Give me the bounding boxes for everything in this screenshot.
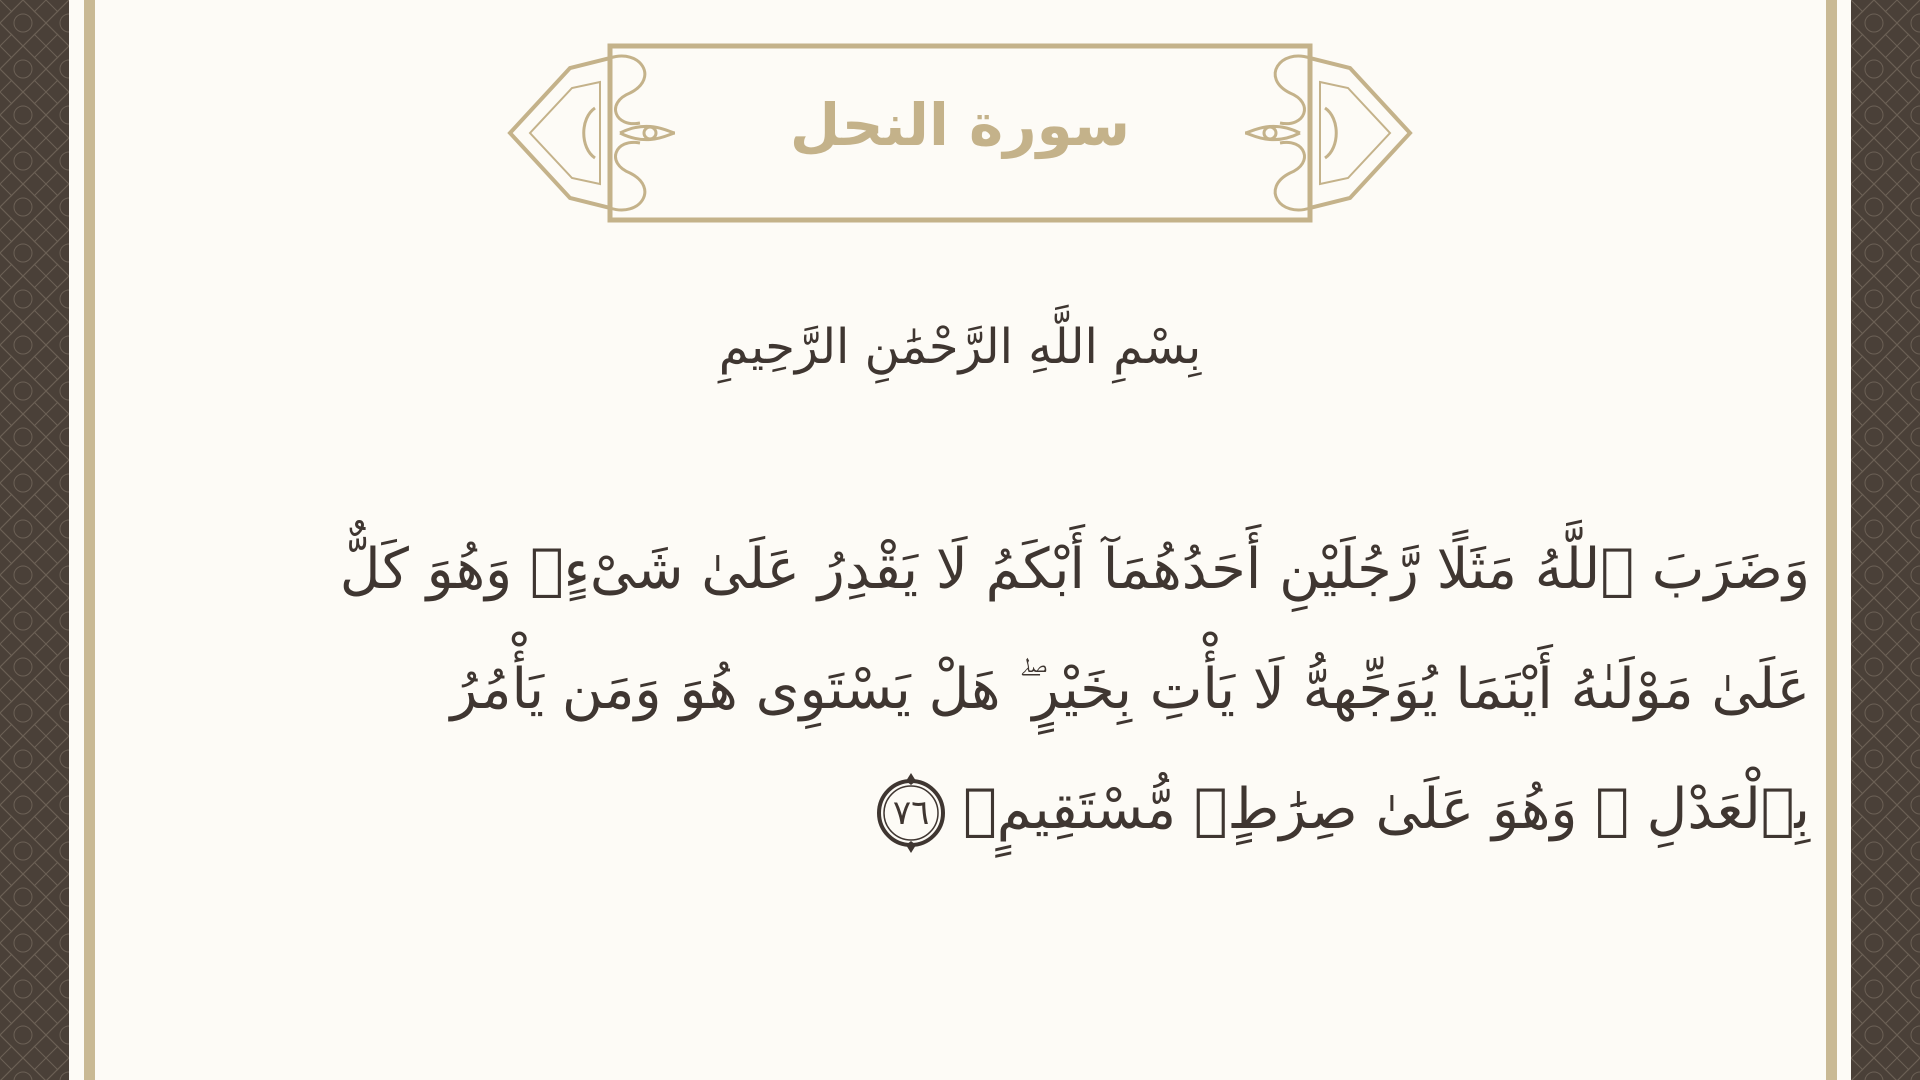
verse-line-3: [170, 750, 1810, 870]
gold-rule-right: [1826, 0, 1837, 1080]
ayah-number: ٧٦: [892, 792, 930, 833]
right-ornamental-border: [1851, 0, 1920, 1080]
verse-line-1: وَضَرَبَ ٱللَّهُ مَثَلًا رَّجُلَيْنِ أَحَدُهُمَآ أَبْكَمُ لَا يَقْدِرُ عَلَىٰ شَىْءٍۢ وَهُوَ كَلٌّ: [339, 537, 1810, 602]
left-ornamental-border: [0, 0, 69, 1080]
verse-line-2: عَلَىٰ مَوْلَىٰهُ أَيْنَمَا يُوَجِّههُّ لَا يَأْتِ بِخَيْرٍ ۖ هَلْ يَسْتَوِى هُوَ وَمَن يَأْمُرُ: [450, 657, 1810, 722]
gold-rule-left: [84, 0, 95, 1080]
verse-text: [170, 510, 1810, 870]
pattern-icon: [1851, 0, 1920, 1080]
verse-line-3-text: بِٱلْعَدْلِ ۙ وَهُوَ عَلَىٰ صِرَٰطٍۢ مُّسْتَقِيمٍۢ: [963, 777, 1810, 842]
ayah-end-marker: [869, 771, 953, 855]
surah-title: سورة النحل: [789, 91, 1131, 159]
pattern-icon: [0, 0, 69, 1080]
basmala: بِسْمِ اللَّهِ الرَّحْمَٰنِ الرَّحِيمِ: [718, 319, 1202, 375]
inner-margin-left: [69, 0, 84, 1080]
inner-margin-right: [1837, 0, 1851, 1080]
